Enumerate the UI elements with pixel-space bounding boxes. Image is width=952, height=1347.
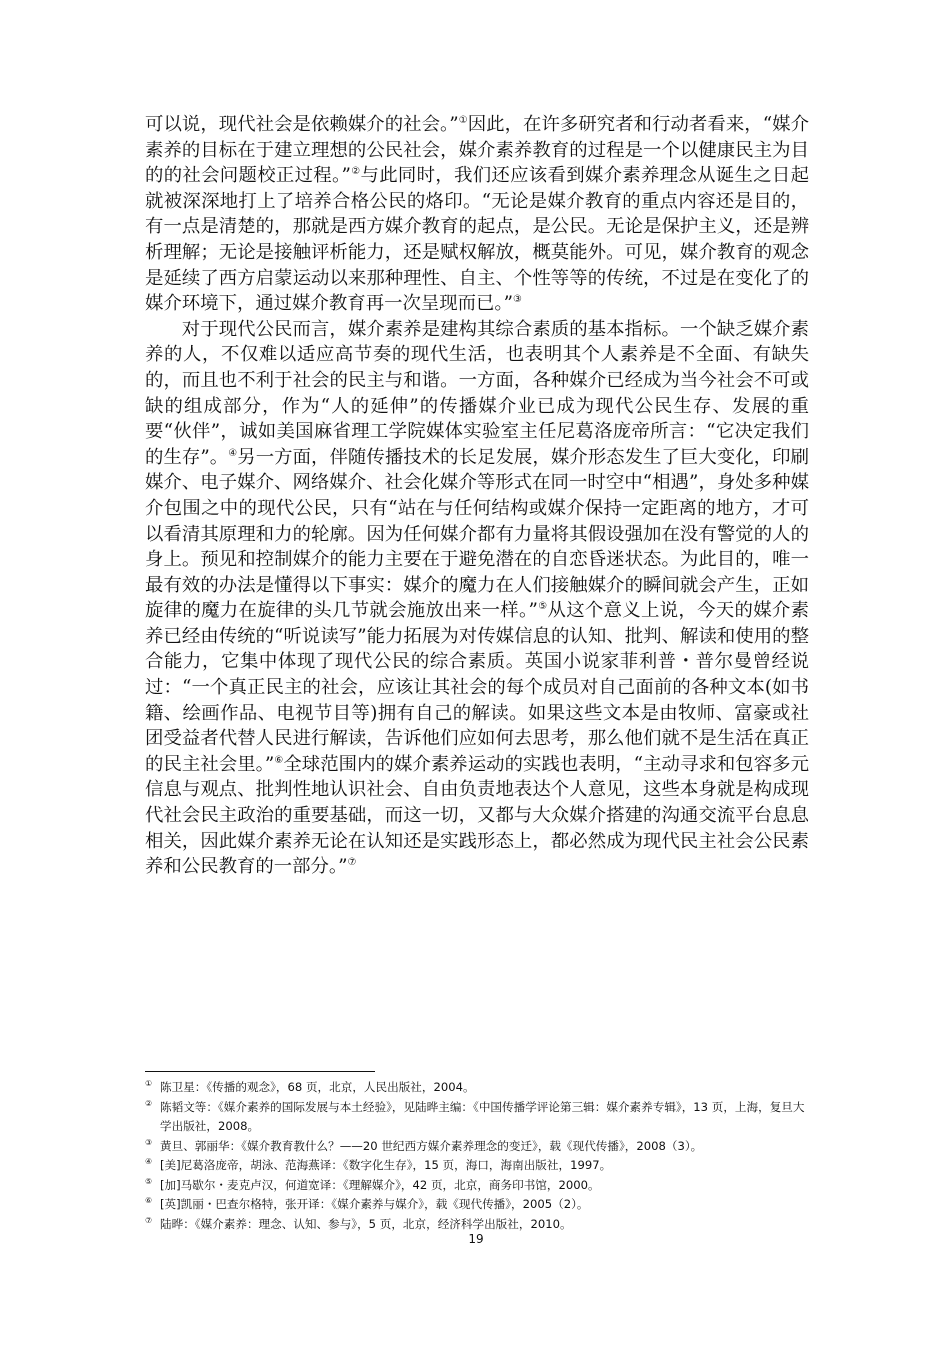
footnote-item (145, 1195, 809, 1215)
page-number: 19 (468, 1232, 484, 1246)
footnote-mark: ⑦ (145, 1215, 153, 1225)
footnote-mark: ④ (145, 1157, 153, 1166)
text-run: 因此，在许多研究者和行动者看来，“媒介素养的目标在于建立理想的公民社会，媒介素养教育的过程是一个以健康民主为目的的社会问题校正过程。” (145, 114, 810, 187)
footnote-text: 陈韬文等：《媒介素养的国际发展与本土经验》，见陆晔主编：《中国传播学评论第三辑：媒介素养专辑》，13 页，上海，复旦大学出版社，2008。 (160, 1099, 805, 1133)
footnote-ref: ⑦ (347, 857, 357, 869)
footnote-mark: ⑤ (145, 1176, 153, 1186)
footnote-ref: ② (350, 166, 361, 178)
footnote-item (145, 1156, 809, 1176)
footnote-item (145, 1078, 809, 1098)
footnote-text: 黄旦、郭丽华：《媒介教育教什么？——20 世纪西方媒介素养理念的变迁》，载《现代传播》，2008（3）。 (160, 1138, 703, 1153)
footnote-text: [美]尼葛洛庞帝，胡泳、范海燕译：《数字化生存》，15 页，海口，海南出版社，1997。 (160, 1158, 612, 1172)
footnote-text: [英]凯丽・巴查尔格特，张开译：《媒介素养与媒介》，载《现代传播》，2005（2）。 (160, 1197, 589, 1211)
body-text (145, 112, 809, 880)
footnote-mark: ③ (145, 1137, 153, 1147)
footnote-ref: ③ (513, 294, 522, 306)
footnote-divider (145, 1071, 375, 1072)
text-run: 与此同时，我们还应该看到媒介素养理念从诞生之日起就被深深地打上了培养合格公民的烙印。“无论是媒介教育的重点内容还是目的，有一点是清楚的，那就是西方媒介教育的起点，是公民。无论是保护主义，还是辨析理解；无论是接触评析能力，还是赋权解放，概莫能外。可见，媒介教育的观念是延续了西方启蒙运动以来那种理性、自主、个性等等的传统，不过是在变化了的媒介环境下，通过媒介教育再一次呈现而已。” (145, 165, 809, 315)
footnote-item (145, 1098, 809, 1137)
footnote-mark: ② (145, 1098, 153, 1108)
footnotes (145, 1078, 809, 1234)
text-run: 可以说，现代社会是依赖媒介的社会。” (145, 114, 459, 135)
footnote-item (145, 1137, 809, 1157)
paragraph (145, 317, 809, 880)
paragraph (145, 112, 809, 317)
footnote-text: 陆晔：《媒介素养：理念、认知、参与》，5 页，北京，经济科学出版社，2010。 (160, 1216, 572, 1231)
footnote-mark: ⑥ (145, 1196, 153, 1205)
footnote-mark: ① (145, 1079, 153, 1088)
text-run: 对于现代公民而言，媒介素养是建构其综合素质的基本指标。一个缺乏媒介素养的人，不仅难以适应高节奏的现代生活，也表明其个人素养是不全面、有缺失的，而且也不利于社会的民主与和谐。一方面，各种媒介已经成为当今社会不可或缺的组成部分，作为“人的延伸”的传播媒介业已成为现代公民生存、发展的重要“伙伴”，诚如美国麻省理工学院媒体实验室主任尼葛洛庞帝所言：“它决定我们的生存”。 (145, 318, 809, 468)
text-run: 另一方面，伴随传播技术的长足发展，媒介形态发生了巨大变化，印刷媒介、电子媒介、网络媒介、社会化媒介等形式在同一时空中“相遇”，身处多种媒介包围之中的现代公民，只有“站在与任何结构或媒介保持一定距离的地方，才可以看清其原理和力的轮廓。因为任何媒介都有力量将其假设强加在没有警觉的人的身上。预见和控制媒介的能力主要在于避免潜在的自恋昏迷状态。为此目的，唯一最有效的办法是懂得以下事实：媒介的魔力在人们接触媒介的瞬间就会产生，正如旋律的魔力在旋律的头几节就会施放出来一样。” (145, 446, 809, 622)
footnote-item (145, 1176, 809, 1196)
footnote-ref: ① (458, 115, 468, 126)
footnote-text: 陈卫星：《传播的观念》，68 页，北京，人民出版社，2004。 (160, 1080, 475, 1094)
footnote-text: [加]马歇尔・麦克卢汉，何道宽译：《理解媒介》，42 页，北京，商务印书馆，2000。 (160, 1177, 600, 1192)
text-run: 全球范围内的媒介素养运动的实践也表明，“主动寻求和包容多元信息与观点、批判性地认识社会、自由负责地表达个人意见，这些本身就是构成现代社会民主政治的重要基础，而这一切，又都与大众媒介搭建的沟通交流平台息息相关，因此媒介素养无论在认知还是实践形态上，都必然成为现代民主社会公民素养和公民教育的一部分。” (145, 753, 810, 878)
footnote-ref: ⑥ (274, 754, 284, 766)
footnote-ref: ⑤ (537, 601, 548, 613)
footnote-ref: ④ (228, 447, 238, 459)
text-run: 从这个意义上说，今天的媒介素养已经由传统的“听说读写”能力拓展为对传媒信息的认知、批判、解读和使用的整合能力，它集中体现了现代公民的综合素质。英国小说家菲利普・普尔曼曾经说过：“一个真正民主的社会，应该让其社会的每个成员对自己面前的各种文本(如书籍、绘画作品、电视节目等)拥有自己的解读。如果这些文本是由牧师、富豪或社团受益者代替人民进行解读，告诉他们应如何去思考，那么他们就不是生活在真正的民主社会里。” (145, 600, 809, 775)
